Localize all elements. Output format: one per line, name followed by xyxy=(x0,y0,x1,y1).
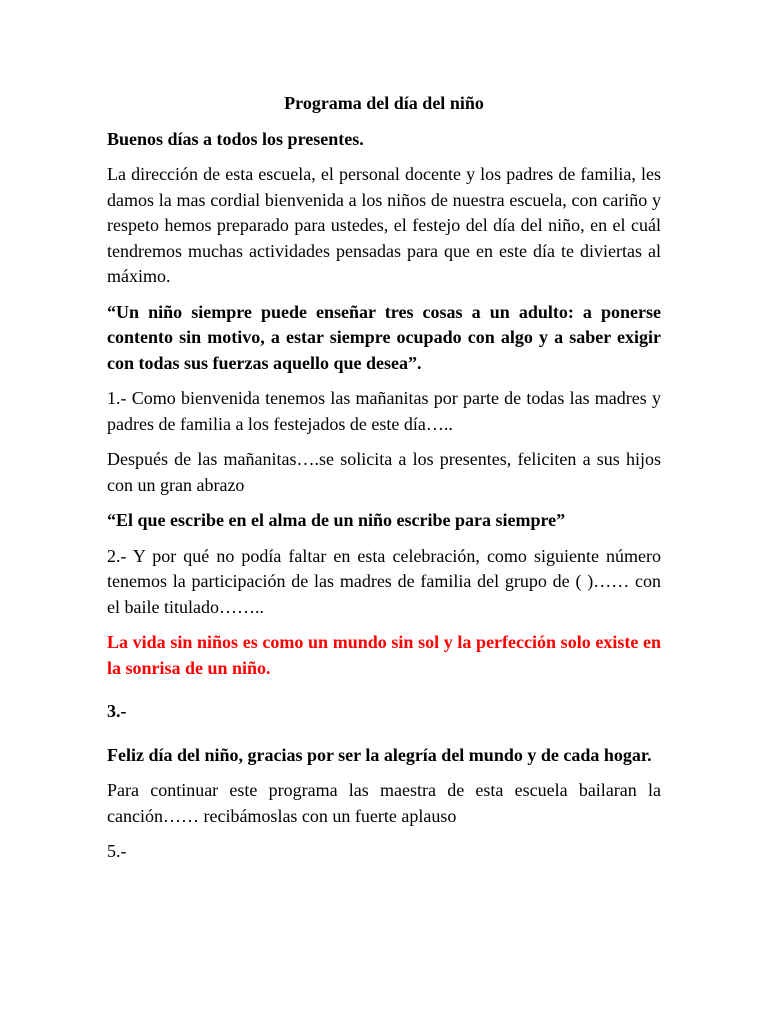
document-page xyxy=(107,91,661,875)
quote-soul-of-child: “El que escribe en el alma de un niño escribe para siempre” xyxy=(107,510,566,530)
feliz-dia-paragraph: Feliz día del niño, gracias por ser la alegría del mundo y de cada hogar. xyxy=(107,744,652,765)
program-item-1: 1.- Como bienvenida tenemos las mañanitas por parte de todas las madres y padres de familia a los festejados de este día….. xyxy=(107,388,661,434)
greeting-paragraph: Buenos días a todos los presentes. xyxy=(107,128,364,149)
after-mananitas-paragraph: Después de las mañanitas….se solicita a los presentes, feliciten a sus hijos con un gran abrazo xyxy=(107,449,661,495)
program-item-5: 5.- xyxy=(107,841,127,861)
document-title: Programa del día del niño xyxy=(284,93,484,113)
quote-life-without-children: La vida sin niños es como un mundo sin sol y la perfección solo existe en la sonrisa de un niño. xyxy=(107,632,661,678)
program-item-2: 2.- Y por qué no podía faltar en esta celebración, como siguiente número tenemos la participación de las madres de familia del grupo de ( )…… con el baile titulado…….. xyxy=(107,545,661,617)
program-item-3: 3.- xyxy=(107,701,127,721)
quote-child-teaches-adult: “Un niño siempre puede enseñar tres cosas a un adulto: a ponerse contento sin motivo, a estar siempre ocupado con algo y a saber exigir con todas sus fuerzas aquello que desea”. xyxy=(107,301,661,373)
teachers-dance-paragraph: Para continuar este programa las maestra de esta escuela bailaran la canción…… recibámoslas con un fuerte aplauso xyxy=(107,780,661,826)
intro-paragraph: La dirección de esta escuela, el personal docente y los padres de familia, les damos la mas cordial bienvenida a los niños de nuestra escuela, con cariño y respeto hemos preparado para ustedes, el festejo del día del niño, en el cuál tendremos muchas actividades pensadas para que en este día te diviertas al máximo. xyxy=(107,164,661,286)
